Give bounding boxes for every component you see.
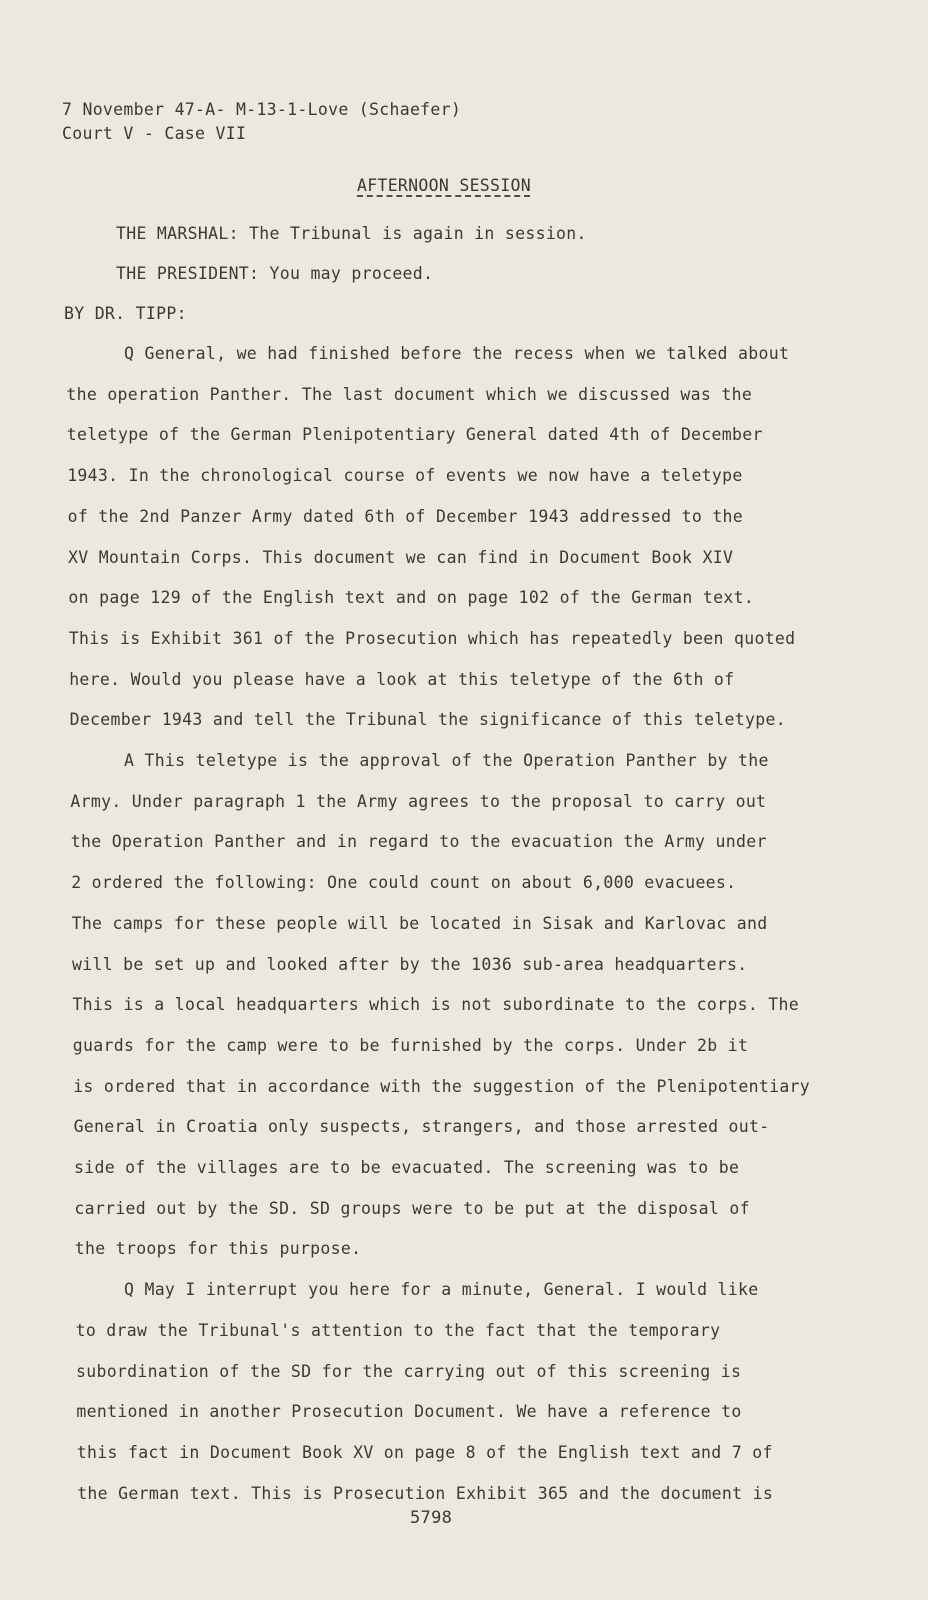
text-line: The camps for these people will be located in Sisak and Karlovac and bbox=[71, 913, 768, 933]
text-line: December 1943 and tell the Tribunal the significance of this teletype. bbox=[69, 710, 786, 730]
text-line: guards for the camp were to be furnished by the corps. Under 2b it bbox=[72, 1035, 749, 1055]
page-number: 5798 bbox=[410, 1508, 453, 1528]
text-line: Q May I interrupt you here for a minute, General. I would like bbox=[124, 1280, 759, 1300]
text-line: Q General, we had finished before the recess when we talked about bbox=[124, 344, 790, 363]
text-line: will be set up and looked after by the 1036 sub-area headquarters. bbox=[72, 954, 748, 974]
text-line: A This teletype is the approval of the Operation Panther by the bbox=[124, 751, 769, 770]
text-line: the Operation Panther and in regard to the evacuation the Army under bbox=[70, 832, 767, 852]
marshal-line: THE MARSHAL: The Tribunal is again in session. bbox=[116, 224, 587, 243]
text-line: carried out by the SD. SD groups were to be put at the disposal of bbox=[74, 1198, 750, 1218]
text-line: is ordered that in accordance with the suggestion of the Plenipotentiary bbox=[73, 1076, 811, 1096]
examiner-line: BY DR. TIPP: bbox=[64, 304, 187, 323]
text-line: here. Would you please have a look at this teletype of the 6th of bbox=[69, 669, 735, 689]
text-line: 1943. In the chronological course of events we now have a teletype bbox=[67, 466, 743, 486]
text-line: mentioned in another Prosecution Document. We have a reference to bbox=[76, 1402, 742, 1422]
text-line: of the 2nd Panzer Army dated 6th of December 1943 addressed to the bbox=[67, 506, 744, 526]
text-line: this fact in Document Book XV on page 8 of the English text and 7 of bbox=[76, 1442, 773, 1462]
text-line: side of the villages are to be evacuated. The screening was to be bbox=[74, 1158, 740, 1177]
text-line: This is a local headquarters which is not subordinate to the corps. The bbox=[72, 995, 799, 1015]
session-title: AFTERNOON SESSION bbox=[357, 176, 531, 195]
header-line-2: Court V - Case VII bbox=[62, 124, 247, 143]
text-line: the German text. This is Prosecution Exhibit 365 and the document is bbox=[77, 1483, 774, 1503]
text-line: on page 129 of the English text and on page 102 of the German text. bbox=[68, 588, 755, 608]
text-line: XV Mountain Corps. This document we can find in Document Book XIV bbox=[68, 547, 734, 567]
text-line: teletype of the German Plenipotentiary General dated 4th of December bbox=[66, 425, 763, 445]
text-line: Army. Under paragraph 1 the Army agrees to the proposal to carry out bbox=[70, 791, 767, 811]
text-line: 2 ordered the following: One could count on about 6,000 evacuees. bbox=[71, 873, 737, 893]
text-line: This is Exhibit 361 of the Prosecution which has repeatedly been quoted bbox=[68, 628, 796, 648]
text-line: the operation Panther. The last document which we discussed was the bbox=[66, 384, 753, 404]
header-line-1: 7 November 47-A- M-13-1-Love (Schaefer) bbox=[62, 100, 462, 119]
text-line: to draw the Tribunal's attention to the fact that the temporary bbox=[75, 1320, 721, 1340]
text-line: General in Croatia only suspects, strangers, and those arrested out- bbox=[73, 1117, 770, 1137]
president-line: THE PRESIDENT: You may proceed. bbox=[116, 264, 434, 283]
text-line: subordination of the SD for the carrying out of this screening is bbox=[76, 1361, 742, 1381]
text-line: the troops for this purpose. bbox=[74, 1239, 362, 1259]
